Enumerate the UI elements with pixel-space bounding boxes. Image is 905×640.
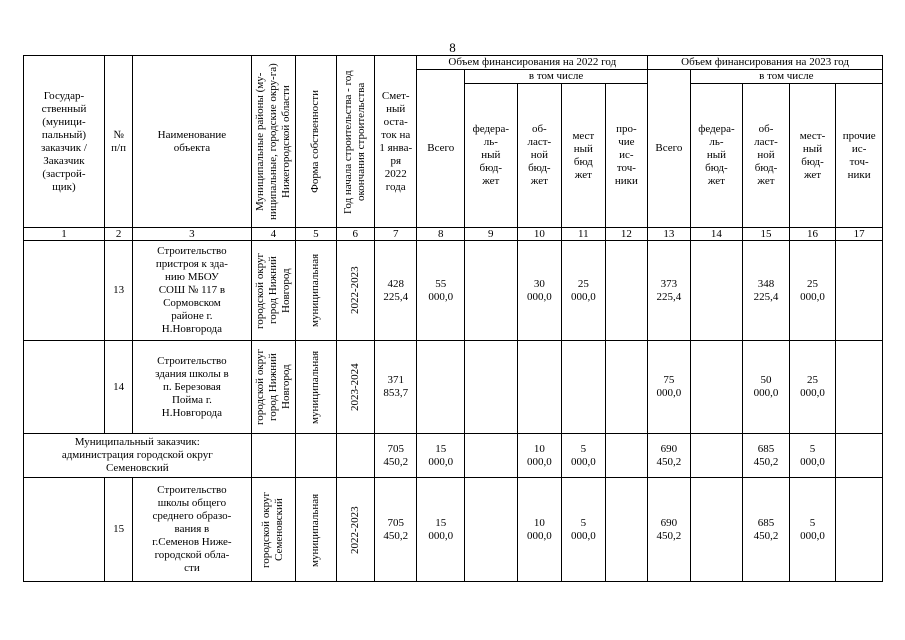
financing-table [23,55,883,582]
total-2023: 373 225,4 [648,241,690,341]
years-text: 2023-2024 [348,363,361,411]
local-2023: 5 000,0 [789,478,836,582]
object-name: Строительство здания школы в п. Березовая Пойма г. Н.Новгорода [133,341,251,434]
column-number: 9 [465,228,518,241]
federal-2022 [465,434,518,478]
federal-2022 [465,341,518,434]
header-num: № п/п [104,56,132,228]
header-total-2022: Всего [417,70,465,228]
page-number: 8 [449,40,456,55]
header-total-2023: Всего [648,70,690,228]
header-federal-2022: федера- ль- ный бюд- жет [465,84,518,228]
other-2023 [836,241,883,341]
subtotal-label: Муниципальный заказчик: администрация городской округ Семеновский [24,434,252,478]
federal-2022 [465,241,518,341]
total-2022: 15 000,0 [417,434,465,478]
empty-cell [296,434,336,478]
municipality-text: городской округ город Нижний Новгород [253,252,292,329]
total-2023: 75 000,0 [648,341,690,434]
other-2022 [605,478,648,582]
local-2023: 25 000,0 [789,241,836,341]
local-2023: 5 000,0 [789,434,836,478]
regional-2023: 348 225,4 [743,241,790,341]
header-years: Год начала строительства - год окончания строительства [336,56,374,228]
other-2023 [836,434,883,478]
years-text: 2022-2023 [348,505,361,554]
customer-cell [24,341,105,434]
years-cell [336,341,374,434]
header-fin-2022: Объем финансирования на 2022 год [417,56,648,70]
federal-2023 [690,241,743,341]
row-num: 14 [104,341,132,434]
column-number: 12 [605,228,648,241]
ownership-cell [296,478,336,582]
federal-2023 [690,478,743,582]
column-number: 13 [648,228,690,241]
header-including-2023: в том числе [690,70,882,84]
other-2022 [605,434,648,478]
header-other-2022: про- чие ис- точ- ники [605,84,648,228]
object-name: Строительство пристроя к зда- нию МБОУ СОШ № 117 в Сормовском районе г. Н.Новгорода [133,241,251,341]
total-2022 [417,341,465,434]
column-number: 11 [562,228,606,241]
column-number: 14 [690,228,743,241]
municipality-cell [251,341,296,434]
column-number: 2 [104,228,132,241]
header-regional-2023: об- ласт- ной бюд- жет [743,84,790,228]
local-2022: 25 000,0 [562,241,606,341]
estimate-cell: 705 450,2 [374,478,416,582]
column-number: 10 [517,228,562,241]
federal-2023 [690,341,743,434]
header-other-2023: прочие ис- точ- ники [836,84,883,228]
object-name: Строительство школы общего среднего образо- вания в г.Семенов Ниже- городской обла- сти [133,478,251,582]
total-2023: 690 450,2 [648,478,690,582]
federal-2023 [690,434,743,478]
municipality-text: городской округ город Нижний Новгород [253,348,292,426]
years-text: 2022-2023 [348,266,361,315]
regional-2022: 10 000,0 [517,434,562,478]
column-number: 16 [789,228,836,241]
estimate-cell: 428 225,4 [374,241,416,341]
column-number: 8 [417,228,465,241]
table-row [24,341,883,434]
row-num: 15 [104,478,132,582]
column-number-row [24,228,883,241]
header-object-name: Наименование объекта [133,56,251,228]
column-number: 3 [133,228,251,241]
ownership-text: муниципальная [309,253,322,328]
federal-2022 [465,478,518,582]
column-number: 17 [836,228,883,241]
ownership-cell [296,241,336,341]
empty-cell [336,434,374,478]
regional-2022 [517,341,562,434]
header-ownership: Форма собственности [296,56,336,228]
total-2022: 15 000,0 [417,478,465,582]
ownership-text: муниципальная [309,492,322,567]
column-number: 5 [296,228,336,241]
other-2023 [836,478,883,582]
customer-cell [24,478,105,582]
subtotal-row [24,434,883,478]
empty-cell [251,434,296,478]
header-regional-2022: об- ласт- ной бюд- жет [517,84,562,228]
total-2023: 690 450,2 [648,434,690,478]
total-2022: 55 000,0 [417,241,465,341]
municipality-cell [251,478,296,582]
header-customer: Государ- ственный (муници- пальный) заказчик / Заказчик (застрой- щик) [24,56,105,228]
regional-2022: 30 000,0 [517,241,562,341]
row-num: 13 [104,241,132,341]
customer-cell [24,241,105,341]
header-local-2022: мест ный бюд жет [562,84,606,228]
header-local-2023: мест- ный бюд- жет [789,84,836,228]
column-number: 4 [251,228,296,241]
other-2023 [836,341,883,434]
column-number: 1 [24,228,105,241]
regional-2023: 685 450,2 [743,478,790,582]
local-2022: 5 000,0 [562,434,606,478]
column-number: 15 [743,228,790,241]
column-number: 6 [336,228,374,241]
ownership-cell [296,341,336,434]
years-cell [336,478,374,582]
municipality-text: городской округ Семеновский [260,491,286,568]
local-2022 [562,341,606,434]
regional-2023: 50 000,0 [743,341,790,434]
estimate-cell: 705 450,2 [374,434,416,478]
estimate-cell: 371 853,7 [374,341,416,434]
regional-2023: 685 450,2 [743,434,790,478]
other-2022 [605,241,648,341]
other-2022 [605,341,648,434]
table-row [24,478,883,582]
header-municipality: Муниципальные районы (му-ниципальные, городские окру-га) Нижегородской области [251,56,296,228]
local-2022: 5 000,0 [562,478,606,582]
header-estimate: Смет- ный оста- ток на 1 янва- ря 2022 года [374,56,416,228]
header-including-2022: в том числе [465,70,648,84]
years-cell [336,241,374,341]
table-row [24,241,883,341]
local-2023: 25 000,0 [789,341,836,434]
municipality-cell [251,241,296,341]
header-federal-2023: федера- ль- ный бюд- жет [690,84,743,228]
column-number: 7 [374,228,416,241]
regional-2022: 10 000,0 [517,478,562,582]
header-fin-2023: Объем финансирования на 2023 год [648,56,883,70]
ownership-text: муниципальная [309,350,322,424]
